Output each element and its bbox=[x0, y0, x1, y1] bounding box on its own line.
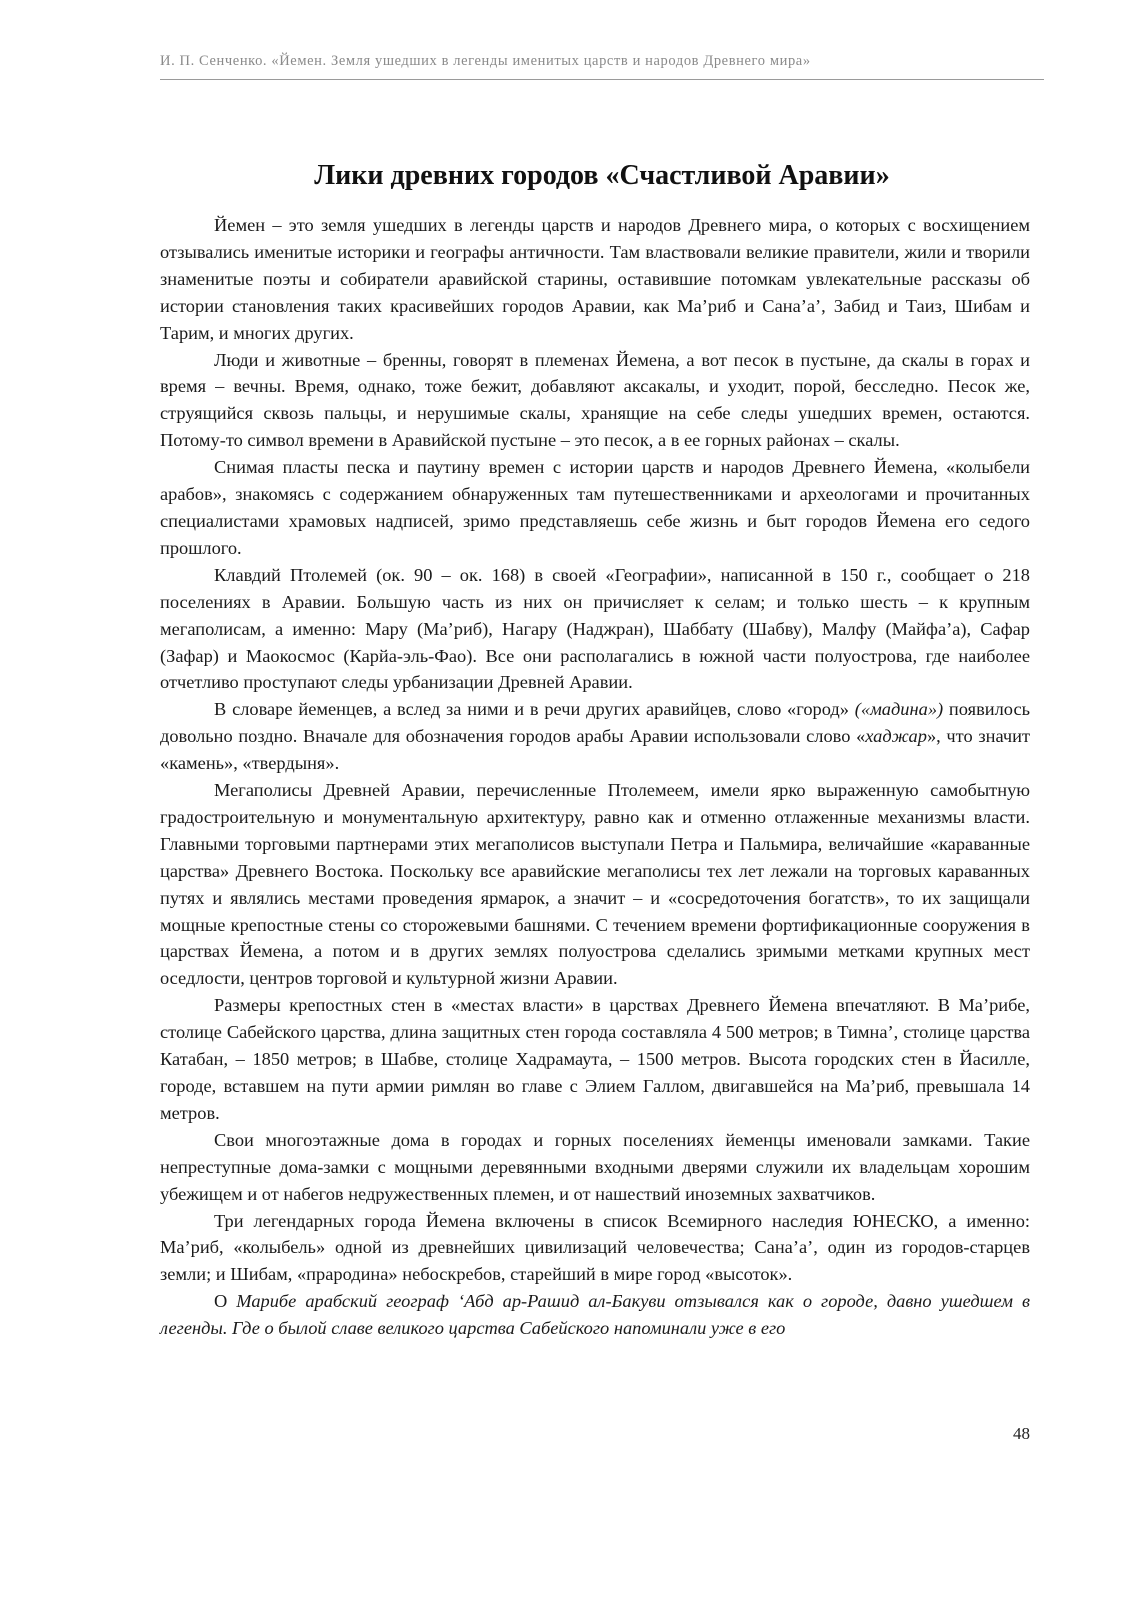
paragraph bbox=[160, 1288, 1030, 1342]
paragraph-text: », что значит «камень», «твердыня». bbox=[160, 726, 1030, 774]
paragraph-text: В словаре йеменцев, а вслед за ними и в речи других аравийцев, слово «город» bbox=[214, 699, 855, 720]
paragraph: Три легендарных города Йемена включены в список Всемирного наследия ЮНЕСКО, а именно: Ма’риб, «колыбель» одной из древнейших цивилизаций человечества; Сана’а’, один из городов-старцев земли; и Шибам, «прародина» небоскребов, старейший в мире город «высоток». bbox=[160, 1210, 1030, 1285]
paragraph: Йемен – это земля ушедших в легенды царств и народов Древнего мира, о которых с восхищением отзывались именитые историки и географы античности. Там властвовали великие правители, жили и творили знаменитые поэты и собиратели аравийской старины, оставившие потомкам увлекательные рассказы об истории становления таких красивейших городов Аравии, как Ма’риб и Сана’а’, Забид и Таиз, Шибам и Тарим, и многих других. bbox=[160, 215, 1030, 343]
paragraph-text: О bbox=[214, 1291, 237, 1312]
paragraph: Размеры крепостных стен в «местах власти» в царствах Древнего Йемена впечатляют. В Ма’рибе, столице Сабейского царства, длина защитных стен города составляла 4 500 метров; в Тимна’, столице царства Катабан, – 1850 метров; в Шабве, столице Хадрамаута, – 1500 метров. Высота городских стен в Йасилле, городе, вставшем на пути армии римлян во главе с Элием Галлом, двигавшейся на Ма’риб, превышала 14 метров. bbox=[160, 995, 1030, 1123]
paragraph: Клавдий Птолемей (ок. 90 – ок. 168) в своей «Географии», написанной в 150 г., сообщает о 218 поселениях в Аравии. Большую часть из них он причисляет к селам; и только шесть – к крупным мегаполисам, а именно: Мару (Ма’риб), Нагару (Наджран), Шаббату (Шабву), Малфу (Майфа’а), Сафар (Зафар) и Маокосмос (Карйа-эль-Фао). Все они располагались в южной части полуострова, где наиболее отчетливо проступают следы урбанизации Древней Аравии. bbox=[160, 564, 1030, 693]
italic-text: Марибе арабский географ ‘Абд ар-Рашид ал-Бакуви отзывался как о городе, давно ушедшем в легенды. Где о былой славе великого царства Сабейского напоминали уже в его bbox=[160, 1291, 1030, 1339]
paragraph bbox=[160, 696, 1030, 777]
italic-term: хаджар bbox=[865, 726, 927, 747]
article-body bbox=[160, 212, 1030, 1342]
italic-term: («мадина») bbox=[854, 699, 944, 720]
paragraph: Свои многоэтажные дома в городах и горных поселениях йеменцы именовали замками. Такие непреступные дома-замки с мощными деревянными входными дверями служили их владельцам хорошим убежищем и от набегов недружественных племен, и от нашествий иноземных захватчиков. bbox=[160, 1129, 1030, 1204]
page-title: Лики древних городов «Счастливой Аравии» bbox=[314, 160, 890, 191]
paragraph-text: появилось довольно поздно. Вначале для обозначения городов арабы Аравии использовали слово « bbox=[160, 699, 1030, 747]
page-number: 48 bbox=[1013, 1424, 1030, 1443]
running-header: И. П. Сенченко. «Йемен. Земля ушедших в легенды именитых царств и народов Древнего мира» bbox=[160, 53, 811, 69]
paragraph: Мегаполисы Древней Аравии, перечисленные Птолемеем, имели ярко выраженную самобытную градостроительную и монументальную архитектуру, равно как и отменно отлаженные механизмы власти. Главными торговыми партнерами этих мегаполисов выступали Петра и Пальмира, величайшие «караванные царства» Древнего Востока. Поскольку все аравийские мегаполисы тех лет лежали на торговых караванных путях и являлись местами проведения ярмарок, а значит – и «сосредоточения богатств», то их защищали мощные крепостные стены со сторожевыми башнями. С течением времени фортификационные сооружения в царствах Йемена, а потом и в других землях полуострова сделались зримыми метками крупных мест оседлости, центров торговой и культурной жизни Аравии. bbox=[160, 780, 1030, 989]
paragraph: Снимая пласты песка и паутину времен с истории царств и народов Древнего Йемена, «колыбели арабов», знакомясь с содержанием обнаруженных там путешественниками и археологами и прочитанных специалистами храмовых надписей, зримо представляешь себе жизнь и быт городов Йемена его седого прошлого. bbox=[160, 457, 1030, 558]
header-divider bbox=[160, 79, 1044, 80]
paragraph: Люди и животные – бренны, говорят в племенах Йемена, а вот песок в пустыне, да скалы в горах и время – вечны. Время, однако, тоже бежит, добавляют аксакалы, и уходит, порой, бесследно. Песок же, струящийся сквозь пальцы, и нерушимые скалы, хранящие на себе следы ушедших времен, остаются. Потому-то символ времени в Аравийской пустыне – это песок, а в ее горных районах – скалы. bbox=[160, 349, 1030, 451]
